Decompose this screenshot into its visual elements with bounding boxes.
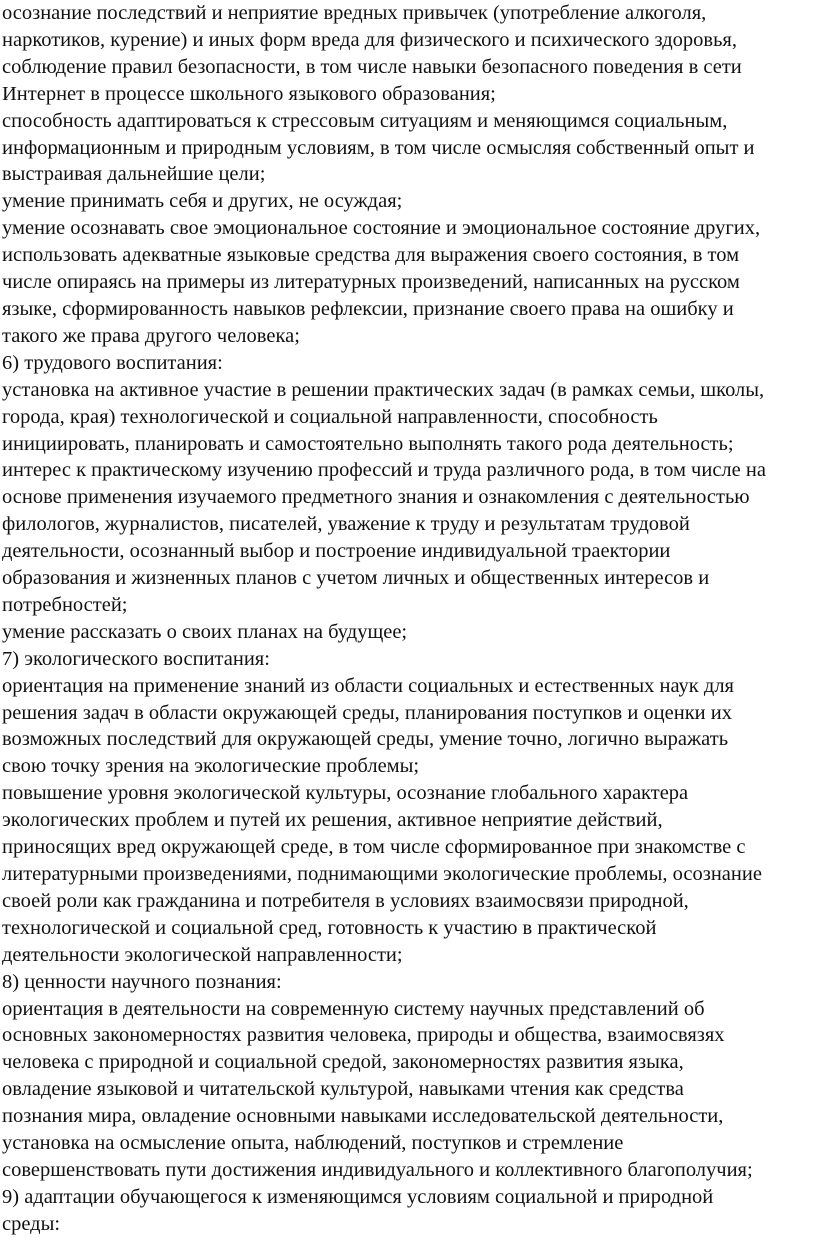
text-line: познания мира, овладение основными навыками исследовательской деятельности, (2, 1105, 724, 1128)
text-line: литературными произведениями, поднимающими экологические проблемы, осознание (2, 863, 762, 885)
text-line: интерес к практическому изучению профессий и труда различного рода, в том числе на (2, 459, 766, 482)
text-line: человека с природной и социальной средой, закономерностях развития языка, (2, 1051, 684, 1074)
text-line: потребностей; (2, 593, 128, 616)
text-line: способность адаптироваться к стрессовым ситуациям и меняющимся социальным, (2, 109, 728, 132)
text-line: деятельности экологической направленности; (2, 943, 403, 966)
text-line: города, края) технологической и социальной направленности, способность (2, 405, 658, 428)
text-line: ориентация в деятельности на современную систему научных представлений об (2, 997, 705, 1020)
section-heading: 6) трудового воспитания: (2, 351, 223, 374)
text-line: образования и жизненных планов с учетом личных и общественных интересов и (2, 567, 710, 590)
text-line: своей роли как гражданина и потребителя в условиях взаимосвязи природной, (2, 889, 689, 912)
text-line: инициировать, планировать и самостоятельно выполнять такого рода деятельность; (2, 432, 734, 455)
text-line: языке, сформированность навыков рефлексии, признание своего права на ошибку и (2, 297, 734, 320)
text-line: выстраивая дальнейшие цели; (2, 163, 266, 186)
text-line: умение принимать себя и других, не осуждая; (2, 190, 403, 213)
text-line: решения задач в области окружающей среды, планирования поступков и оценки их (2, 701, 733, 724)
text-line: основных закономерностях развития человека, природы и общества, взаимосвязях (2, 1024, 725, 1047)
text-line: основе применения изучаемого предметного знания и ознакомления с деятельностью (2, 486, 750, 509)
section-heading: 9) адаптации обучающегося к изменяющимся условиям социальной и природной (2, 1185, 714, 1208)
text-line: свою точку зрения на экологические проблемы; (2, 755, 420, 778)
text-line: информационным и природным условиям, в том числе осмысляя собственный опыт и (2, 136, 755, 159)
text-line: повышение уровня экологической культуры, осознание глобального характера (2, 782, 689, 805)
section-heading: 7) экологического воспитания: (2, 647, 270, 670)
text-line: возможных последствий для окружающей среды, умение точно, логично выражать (2, 728, 729, 751)
text-line: деятельности, осознанный выбор и построение индивидуальной траектории (2, 540, 671, 563)
text-line: осознание последствий и неприятие вредных привычек (употребление алкоголя, (2, 2, 707, 24)
text-line: такого же права другого человека; (2, 324, 300, 347)
text-line: технологической и социальной сред, готовность к участию в практической (2, 916, 657, 939)
text-line: экологических проблем и путей их решения, активное неприятие действий, (2, 809, 663, 832)
section-heading: 8) ценности научного познания: (2, 970, 282, 993)
text-line: умение рассказать о своих планах на будущее; (2, 620, 408, 643)
text-line: среды: (2, 1212, 61, 1235)
text-line: соблюдение правил безопасности, в том числе навыки безопасного поведения в сети (2, 55, 742, 78)
text-line: приносящих вред окружающей среде, в том числе сформированное при знакомстве с (2, 836, 746, 859)
text-line: филологов, журналистов, писателей, уважение к труду и результатам трудовой (2, 513, 690, 536)
text-line: использовать адекватные языковые средства для выражения своего состояния, в том (2, 244, 740, 267)
text-line: Интернет в процессе школьного языкового образования; (2, 82, 496, 105)
text-line: установка на осмысление опыта, наблюдений, поступков и стремление (2, 1132, 624, 1155)
text-line: наркотиков, курение) и иных форм вреда для физического и психического здоровья, (2, 28, 737, 51)
text-line: умение осознавать свое эмоциональное состояние и эмоциональное состояние других, (2, 217, 761, 240)
text-line: совершенствовать пути достижения индивидуального и коллективного благополучия; (2, 1158, 753, 1181)
text-line: овладение языковой и читательской культурой, навыками чтения как средства (2, 1078, 684, 1101)
text-line: ориентация на применение знаний из области социальных и естественных наук для (2, 674, 734, 697)
text-line: установка на активное участие в решении практических задач (в рамках семьи, школы, (2, 378, 765, 401)
text-line: числе опираясь на примеры из литературных произведений, написанных на русском (2, 271, 740, 294)
